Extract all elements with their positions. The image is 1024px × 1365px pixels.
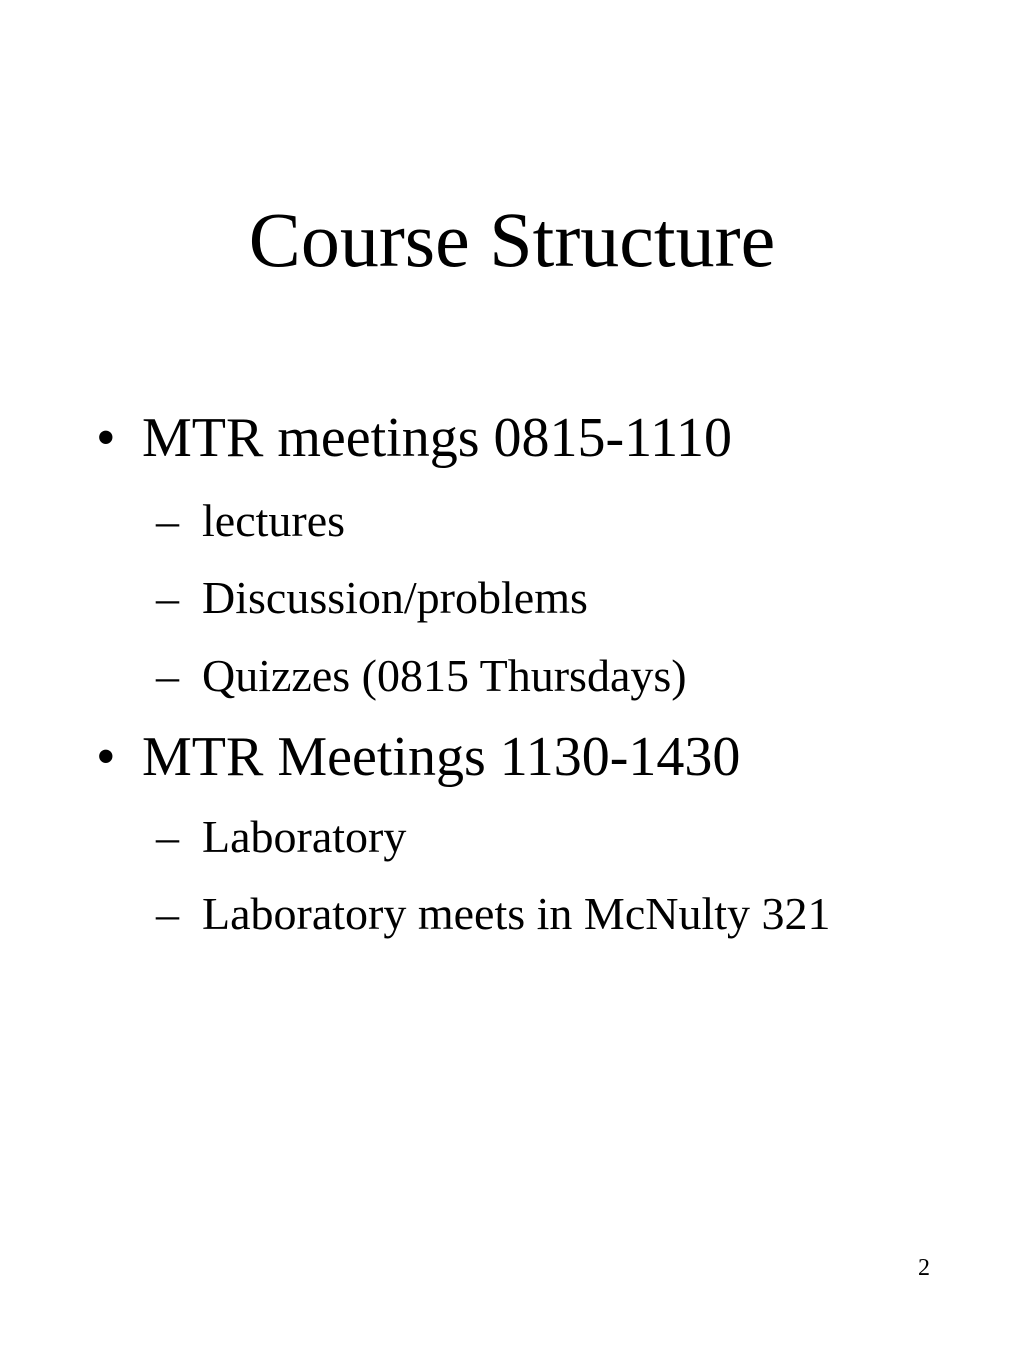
sub-item xyxy=(156,570,1016,626)
sub-marker: – xyxy=(156,888,179,939)
sub-marker: – xyxy=(156,650,179,701)
slide-title: Course Structure xyxy=(248,196,776,283)
sub-item xyxy=(156,886,1016,942)
sub-marker: – xyxy=(156,572,179,623)
bullet-text: MTR Meetings 1130-1430 xyxy=(142,726,741,788)
sub-item xyxy=(156,648,1016,704)
sub-item xyxy=(156,493,1016,549)
bullet-item xyxy=(96,406,996,470)
sub-text: Discussion/problems xyxy=(202,572,588,623)
sub-text: lectures xyxy=(202,495,346,546)
sub-text: Laboratory xyxy=(202,811,407,862)
bullet-marker: • xyxy=(96,726,116,788)
page-number: 2 xyxy=(918,1255,930,1281)
bullet-item xyxy=(96,725,996,789)
sub-item xyxy=(156,809,1016,865)
bullet-text: MTR meetings 0815-1110 xyxy=(142,407,733,469)
bullet-marker: • xyxy=(96,407,116,469)
sub-marker: – xyxy=(156,495,179,546)
sub-text: Quizzes (0815 Thursdays) xyxy=(202,650,687,701)
sub-marker: – xyxy=(156,811,179,862)
sub-text: Laboratory meets in McNulty 321 xyxy=(202,888,831,939)
